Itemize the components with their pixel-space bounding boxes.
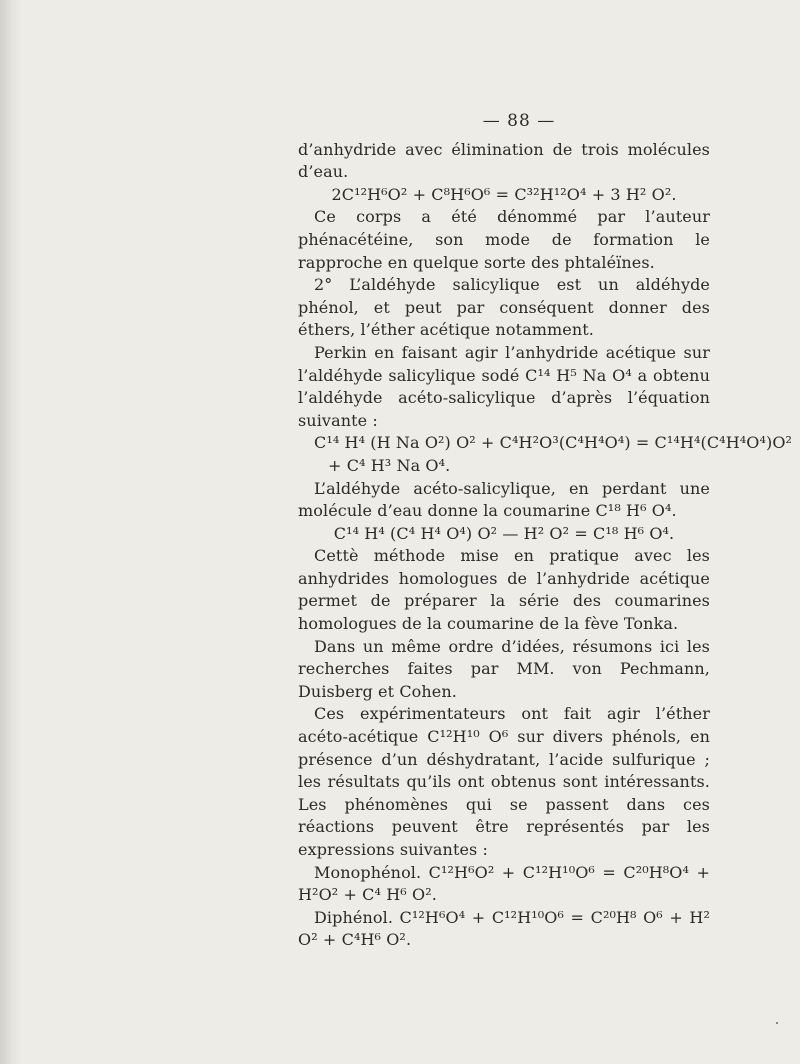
paragraph-anhydride: d’anhydride avec élimination de trois molécules d’eau.: [298, 139, 710, 182]
equation-perkin-continuation: + C⁴ H³ Na O⁴.: [328, 455, 451, 475]
equation-phenaceteine: 2C¹²H⁶O² + C⁸H⁶O⁶ = C³²H¹²O⁴ + 3 H² O².: [331, 184, 677, 204]
paragraph-recherches: Dans un même ordre d’idées, résumons ici les recherches faites par MM. von Pechmann, Duisberg et Cohen.: [298, 636, 710, 701]
page-edge-shadow: [0, 0, 22, 1064]
equation-coumarine: C¹⁴ H⁴ (C⁴ H⁴ O⁴) O² — H² O² = C¹⁸ H⁶ O⁴.: [333, 523, 675, 543]
scan-speck: [776, 1022, 778, 1024]
paragraph-experimentateurs: Ces expérimentateurs ont fait agir l’éther acéto-acétique C¹²H¹⁰ O⁶ sur divers phénols, en présence d’un déshydratant, l’acide sulfurique ; les résultats qu’ils ont obtenus sont intéressants. Les phénomènes qui se passent dans ces réactions peuvent être représentés par les expressions suivantes :: [298, 704, 710, 859]
equation-monophenol: Monophénol. C¹²H⁶O² + C¹²H¹⁰O⁶ = C²⁰H⁸O⁴ + H²O² + C⁴ H⁶ O².: [298, 862, 710, 905]
paragraph-perkin: Perkin en faisant agir l’anhydride acétique sur l’aldéhyde salicylique sodé C¹⁴ H⁵ Na O⁴ a obtenu l’aldéhyde acéto-salicylique d’après l’équation suivante :: [298, 342, 710, 430]
equation-perkin: C¹⁴ H⁴ (H Na O²) O² + C⁴H²O³(C⁴H⁴O⁴) = C¹⁴H⁴(C⁴H⁴O⁴)O²: [314, 433, 793, 453]
document-page: [298, 110, 793, 952]
page-number: — 88 —: [482, 111, 556, 131]
paragraph-aldehyde-salicylique: 2° L’aldéhyde salicylique est un aldéhyde phénol, et peut par conséquent donner des éthers, l’éther acétique notamment.: [298, 275, 710, 340]
paragraph-phenaceteine: Ce corps a été dénommé par l’auteur phénacétéine, son mode de formation le rapproche en quelque sorte des phtaléïnes.: [298, 207, 710, 272]
paragraph-coumarine: L’aldéhyde acéto-salicylique, en perdant une molécule d’eau donne la coumarine C¹⁸ H⁶ O⁴.: [298, 478, 710, 521]
equation-diphenol: Diphénol. C¹²H⁶O⁴ + C¹²H¹⁰O⁶ = C²⁰H⁸ O⁶ + H² O² + C⁴H⁶ O².: [298, 907, 710, 950]
paragraph-methode: Cettè méthode mise en pratique avec les anhydrides homologues de l’anhydride acétique permet de préparer la série des coumarines homologues de la coumarine de la fève Tonka.: [298, 546, 710, 634]
